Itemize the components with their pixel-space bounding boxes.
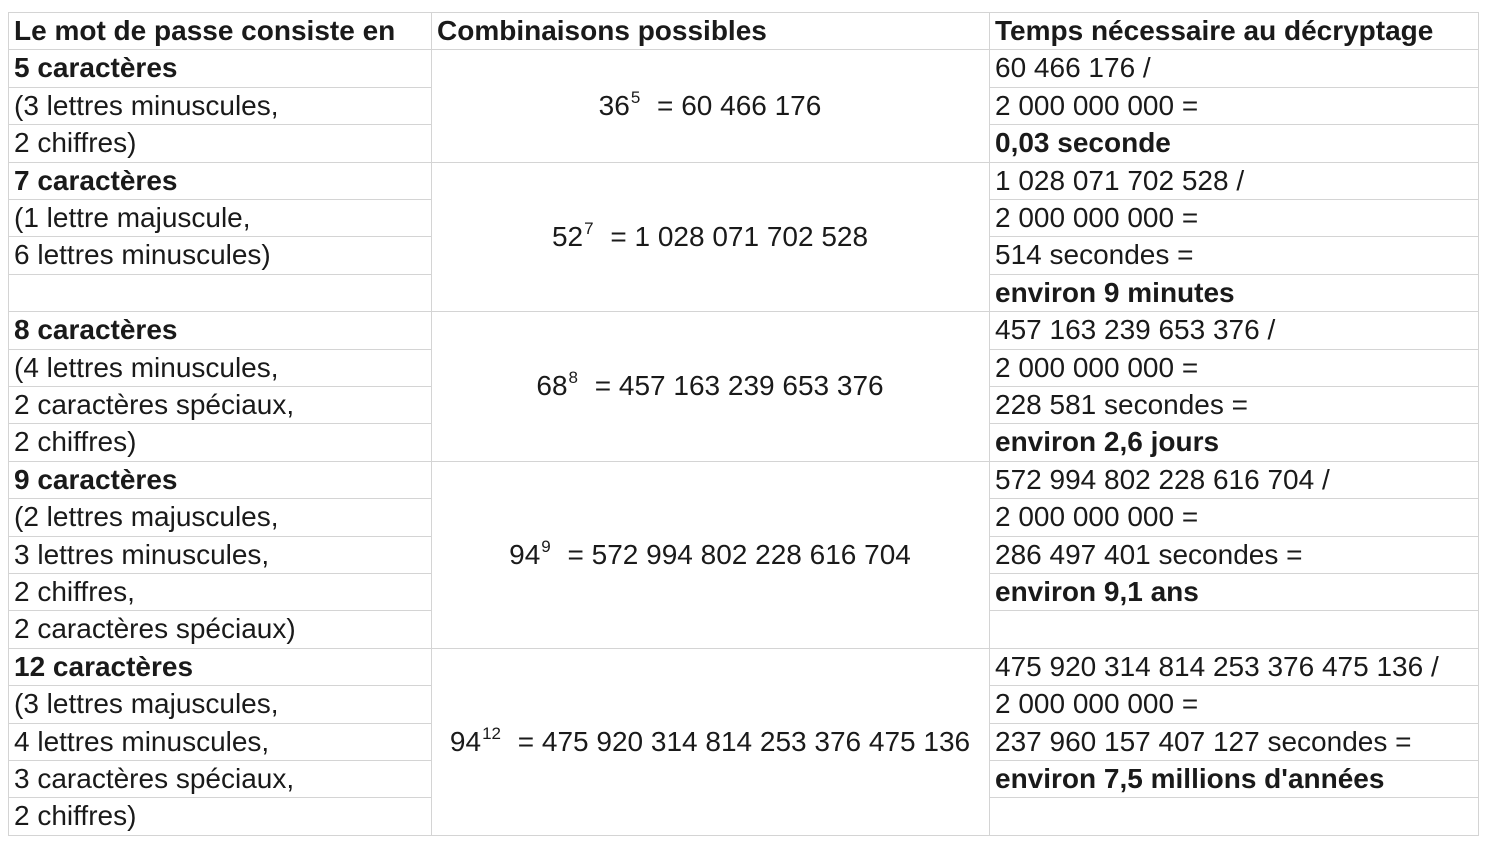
combination-result: = 572 994 802 228 616 704 [559,538,911,570]
crack-time-line: 2 000 000 000 = [995,89,1199,121]
password-composition-line: (1 lettre majuscule, [14,202,251,233]
combination-exponent: 7 [584,218,594,238]
crack-time-line [989,610,1479,647]
column-divider [431,12,432,836]
crack-time-line: environ 9,1 ans [995,576,1199,607]
row-divider [8,685,431,686]
password-composition-line: 4 lettres minuscules, [14,725,270,757]
row-divider [8,199,431,200]
password-composition-line: 2 chiffres) [14,127,137,159]
row-divider [989,760,1479,761]
crack-time-line: 2 000 000 000 = [995,202,1199,233]
combinations-cell [431,461,989,648]
crack-time-line: environ 7,5 millions d'années [995,763,1385,794]
crack-time-line [989,797,1479,834]
row-divider [8,573,431,574]
row-divider [989,536,1479,537]
crack-time-line: 457 163 239 653 376 / [995,314,1276,346]
crack-time-line: 228 581 secondes = [995,389,1248,420]
crack-time-line: 475 920 314 814 253 376 475 136 / [995,650,1439,682]
combination-base: 94 [449,725,482,757]
row-divider [989,610,1479,611]
crack-time-line: 514 secondes = [995,239,1194,271]
combination-exponent: 5 [630,87,641,107]
crack-time-result: environ 2,6 jours [995,426,1220,458]
row-divider [8,797,431,798]
column-header: Le mot de passe consiste en [14,15,396,46]
password-length-label: 5 caractères [14,52,178,84]
password-composition-line: (3 lettres minuscules, [14,89,279,121]
row-divider [8,49,1479,50]
password-length-label: 9 caractères [14,463,178,495]
crack-time-line: 572 994 802 228 616 704 / [995,463,1330,495]
row-divider [8,124,431,125]
crack-time-line: 2 000 000 000 = [995,351,1199,383]
password-composition-line: 2 chiffres, [14,576,135,607]
crack-time-result: 0,03 seconde [995,127,1171,159]
row-divider [989,87,1479,88]
column-header: Combinaisons possibles [437,15,767,46]
row-divider [8,760,431,761]
row-divider [8,87,431,88]
combination-result: = 1 028 071 702 528 [602,220,869,252]
row-divider [989,723,1479,724]
row-divider [8,162,1479,163]
password-length-label: 12 caractères [14,650,194,682]
combination-exponent: 12 [482,723,501,743]
row-divider [8,536,431,537]
row-divider [8,610,431,611]
row-divider [989,573,1479,574]
row-divider [989,199,1479,200]
combinations-cell [431,162,989,312]
row-divider [8,648,1479,649]
password-composition-line [8,274,431,311]
row-divider [989,797,1479,798]
row-divider [8,236,431,237]
password-composition-line: 2 caractères spéciaux) [14,613,296,645]
row-divider [989,386,1479,387]
row-divider [989,349,1479,350]
row-divider [8,386,431,387]
row-divider [989,236,1479,237]
crack-time-line: 286 497 401 secondes = [995,538,1303,570]
combination-base: 36 [598,89,630,121]
password-cracking-table [8,12,1479,835]
combination-formula [450,723,970,760]
crack-time-line: 1 028 071 702 528 / [995,164,1245,196]
row-divider [8,311,1479,312]
row-divider [8,498,431,499]
combination-formula [552,218,868,255]
combination-formula [509,536,911,573]
password-composition-line: 6 lettres minuscules) [14,239,271,271]
password-length-label: 7 caractères [14,164,178,196]
crack-time-line: 60 466 176 / [995,52,1151,84]
combination-formula [536,367,883,404]
combination-result: = 475 920 314 814 253 376 475 136 [509,725,971,757]
combination-formula [599,87,822,124]
row-divider [8,349,431,350]
password-composition-line: 3 lettres minuscules, [14,538,270,570]
row-divider [989,423,1479,424]
row-divider [989,124,1479,125]
row-divider [989,498,1479,499]
combination-base: 68 [536,370,568,402]
password-composition-line: (4 lettres minuscules, [14,351,279,383]
password-composition-line: (3 lettres majuscules, [14,688,279,720]
crack-time-line: 237 960 157 407 127 secondes = [995,725,1412,757]
crack-time-line: 2 000 000 000 = [995,501,1199,533]
combinations-cell [431,49,989,161]
combination-base: 52 [551,220,584,252]
row-divider [8,274,431,275]
combination-result: = 457 163 239 653 376 [587,370,884,402]
combination-exponent: 9 [541,536,551,556]
combination-result: = 60 466 176 [649,89,822,121]
combinations-cell [431,311,989,461]
combinations-cell [431,648,989,835]
combination-base: 94 [509,538,541,570]
row-divider [8,461,1479,462]
password-composition-line: 2 chiffres) [14,800,137,832]
password-composition-line: 2 chiffres) [14,426,137,458]
row-divider [8,12,1479,13]
password-composition-line: (2 lettres majuscules, [14,501,279,533]
column-header: Temps nécessaire au décryptage [995,15,1434,46]
row-divider [989,274,1479,275]
crack-time-result: environ 9 minutes [995,276,1235,308]
password-composition-line: 2 caractères spéciaux, [14,389,295,420]
row-divider [8,835,1479,836]
combination-exponent: 8 [568,368,578,388]
crack-time-line: 2 000 000 000 = [995,688,1199,720]
row-divider [8,723,431,724]
row-divider [8,423,431,424]
password-composition-line: 3 caractères spéciaux, [14,763,295,794]
row-divider [989,685,1479,686]
password-length-label: 8 caractères [14,314,178,346]
